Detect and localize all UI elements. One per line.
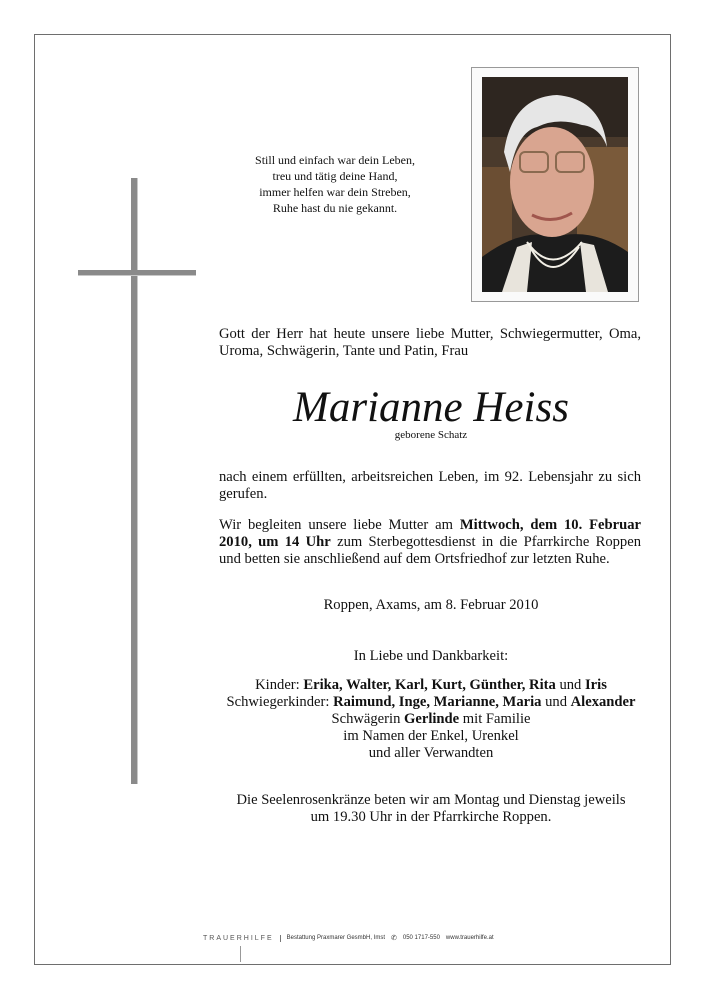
in-laws-line: [200, 694, 662, 711]
portrait-frame: [471, 67, 639, 302]
names: Erika, Walter, Karl, Kurt, Günther, Rita: [303, 677, 556, 693]
deceased-name: Marianne Heiss: [293, 384, 569, 431]
place-date: Roppen, Axams, am 8. Februar 2010: [323, 597, 539, 613]
names: Iris: [584, 677, 607, 693]
poem-line: Still und einfach war dein Leben,: [255, 153, 415, 167]
funeral-time: 2010, um 14 Uhr: [219, 534, 331, 550]
names: Raimund, Inge, Marianne, Maria: [333, 694, 542, 710]
sister-in-law-line: [200, 711, 662, 728]
footer-divider: [240, 946, 241, 962]
paragraph-line: und betten sie anschließend auf dem Ortsfriedhof zur letzten Ruhe.: [219, 551, 610, 567]
portrait-photo: [482, 77, 628, 292]
maiden-name: geborene Schatz: [394, 429, 468, 441]
grandchildren-line: im Namen der Enkel, Urenkel: [343, 728, 519, 744]
paragraph-line: gerufen.: [219, 486, 268, 502]
cross-horizontal-bar: [78, 270, 196, 276]
intro-line: Gott der Herr hat heute unsere liebe Mutter, Schwiegermutter, Oma,: [219, 326, 641, 342]
relatives-line: und aller Verwandten: [368, 745, 494, 761]
poem-line: immer helfen war dein Streben,: [259, 185, 411, 199]
trauerhilfe-logo: TRAUERHILFE: [203, 935, 281, 942]
funeral-date: Mittwoch, dem 10. Februar: [459, 517, 641, 533]
closing-paragraph: [200, 792, 662, 826]
phone-number: 050 1717-550: [402, 935, 440, 941]
text-fragment: Wir begleiten unsere liebe Mutter am: [219, 517, 460, 533]
intro-line: Uroma, Schwägerin, Tante und Patin, Frau: [219, 343, 469, 359]
paragraph-funeral: [219, 517, 641, 568]
names: Gerlinde: [404, 711, 460, 727]
conjunction: und: [555, 677, 585, 693]
text-fragment: mit Familie: [459, 711, 531, 727]
label: Schwiegerkinder:: [226, 694, 334, 710]
conjunction: und: [541, 694, 571, 710]
paragraph-life: [219, 469, 641, 503]
website-link[interactable]: www.trauerhilfe.at: [445, 935, 494, 941]
family-list: [200, 677, 662, 762]
paragraph-line: [219, 517, 641, 534]
footer: [203, 930, 494, 946]
text-fragment: zum Sterbegottesdienst in die Pfarrkirche Roppen: [330, 534, 642, 550]
thanks-heading: In Liebe und Dankbarkeit:: [353, 648, 509, 664]
poem-line: Ruhe hast du nie gekannt.: [272, 201, 398, 215]
poem: [200, 152, 470, 216]
closing-line: Die Seelenrosenkränze beten wir am Montag und Dienstag jeweils: [236, 792, 626, 808]
names: Alexander: [570, 694, 636, 710]
label: Kinder:: [255, 677, 304, 693]
closing-line: um 19.30 Uhr in der Pfarrkirche Roppen.: [310, 809, 552, 825]
paragraph-line: [219, 534, 641, 551]
paragraph-line: nach einem erfüllten, arbeitsreichen Leben, im 92. Lebensjahr zu sich: [219, 469, 641, 485]
children-line: [200, 677, 662, 694]
phone-icon: ✆: [391, 935, 397, 942]
label: Schwägerin: [331, 711, 405, 727]
cross-vertical-bar: [131, 178, 138, 784]
poem-line: treu und tätig deine Hand,: [272, 169, 398, 183]
intro-paragraph: [219, 326, 641, 360]
company-name: Bestattung Praxmarer GesmbH, Imst: [286, 935, 385, 941]
